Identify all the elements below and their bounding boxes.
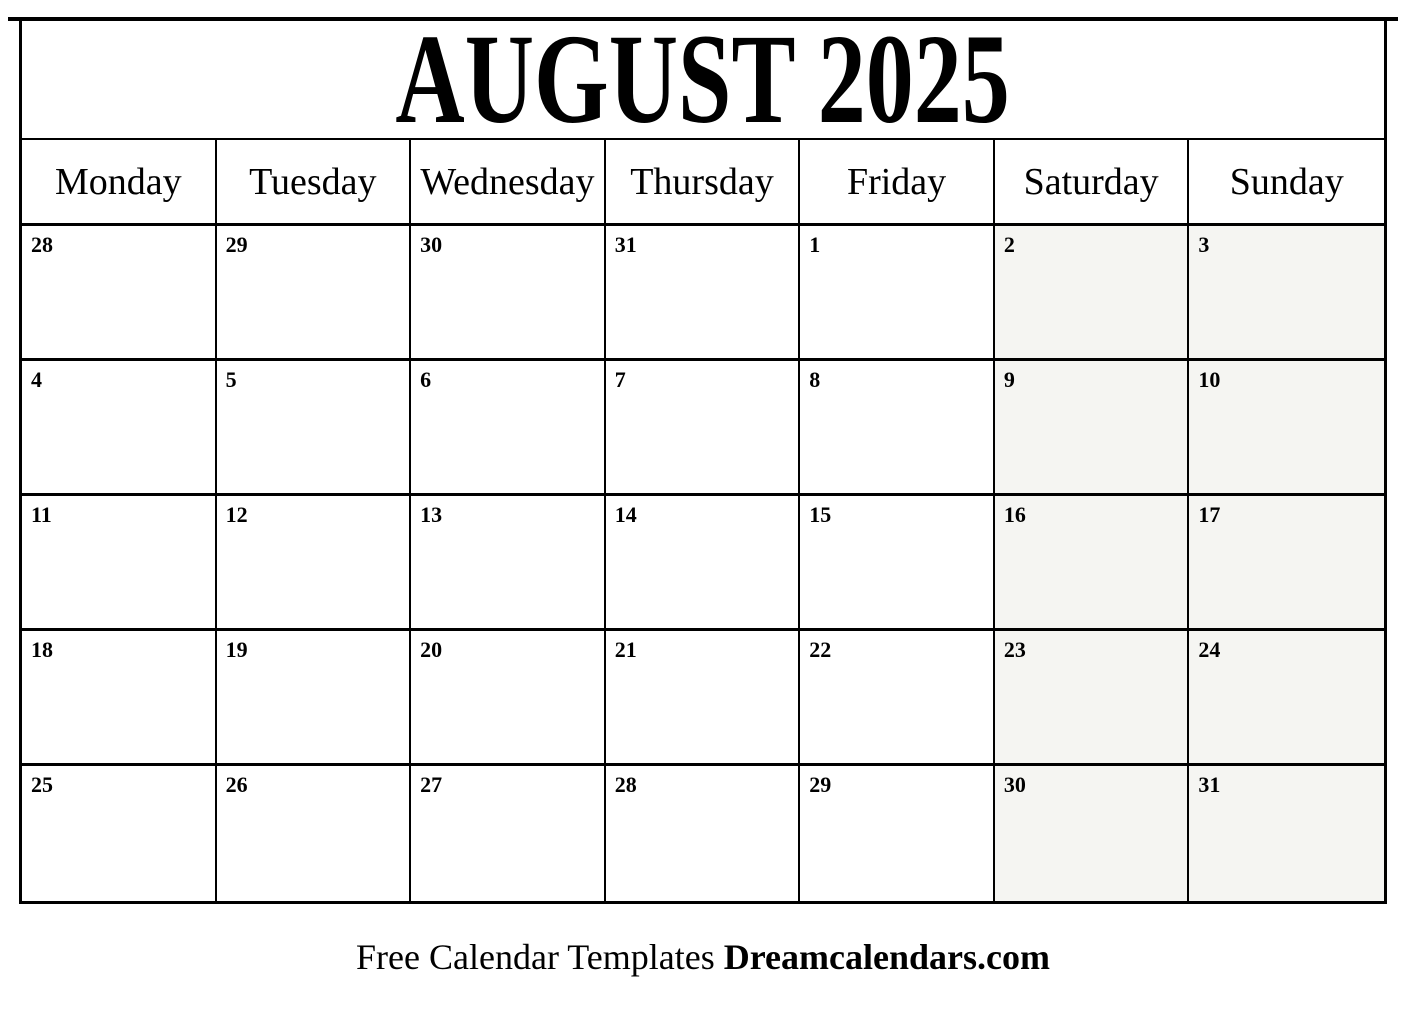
day-number: 24 bbox=[1198, 637, 1221, 662]
day-cell[interactable] bbox=[22, 631, 217, 763]
day-number: 18 bbox=[31, 637, 53, 662]
day-number: 2 bbox=[1003, 232, 1015, 257]
day-number: 25 bbox=[31, 772, 53, 797]
day-cell[interactable] bbox=[606, 226, 801, 358]
day-number: 14 bbox=[614, 502, 637, 527]
day-cell[interactable] bbox=[22, 766, 217, 901]
day-cell[interactable] bbox=[1189, 361, 1384, 493]
day-number: 28 bbox=[614, 772, 637, 797]
day-number: 16 bbox=[1003, 502, 1026, 527]
day-cell[interactable] bbox=[411, 766, 606, 901]
day-cell[interactable] bbox=[995, 226, 1190, 358]
weekday-header-saturday: Saturday bbox=[995, 140, 1190, 223]
day-cell[interactable] bbox=[1189, 766, 1384, 901]
day-number: 11 bbox=[31, 502, 52, 527]
day-number: 17 bbox=[1198, 502, 1221, 527]
day-number: 31 bbox=[1198, 772, 1221, 797]
day-cell[interactable] bbox=[22, 226, 217, 358]
day-number: 10 bbox=[1198, 367, 1221, 392]
week-row bbox=[22, 226, 1384, 361]
day-cell[interactable] bbox=[606, 496, 801, 628]
day-number: 23 bbox=[1003, 637, 1026, 662]
day-cell[interactable] bbox=[1189, 226, 1384, 358]
day-number: 1 bbox=[809, 232, 821, 257]
day-number: 8 bbox=[809, 367, 821, 392]
footer-brand-link[interactable]: Dreamcalendars.com bbox=[723, 937, 1050, 977]
day-number: 19 bbox=[225, 637, 248, 662]
weekday-header-tuesday: Tuesday bbox=[217, 140, 412, 223]
day-cell[interactable] bbox=[217, 766, 412, 901]
day-cell[interactable] bbox=[606, 766, 801, 901]
day-cell[interactable] bbox=[411, 361, 606, 493]
day-number: 29 bbox=[225, 232, 248, 257]
day-number: 30 bbox=[1003, 772, 1026, 797]
weekday-header-friday: Friday bbox=[800, 140, 995, 223]
day-number: 20 bbox=[420, 637, 443, 662]
day-number: 6 bbox=[420, 367, 432, 392]
day-cell[interactable] bbox=[995, 631, 1190, 763]
weekday-header-thursday: Thursday bbox=[606, 140, 801, 223]
day-number: 15 bbox=[809, 502, 832, 527]
weekday-header-row bbox=[22, 140, 1384, 226]
day-cell[interactable] bbox=[217, 361, 412, 493]
day-number: 12 bbox=[225, 502, 248, 527]
day-cell[interactable] bbox=[217, 631, 412, 763]
weekday-header-wednesday: Wednesday bbox=[411, 140, 606, 223]
day-number: 5 bbox=[225, 367, 237, 392]
day-cell[interactable] bbox=[800, 631, 995, 763]
weekday-header-monday: Monday bbox=[22, 140, 217, 223]
day-number: 13 bbox=[420, 502, 443, 527]
day-cell[interactable] bbox=[995, 766, 1190, 901]
day-number: 30 bbox=[420, 232, 443, 257]
day-number: 26 bbox=[225, 772, 248, 797]
day-number: 7 bbox=[614, 367, 626, 392]
day-cell[interactable] bbox=[217, 496, 412, 628]
calendar-grid bbox=[22, 226, 1384, 901]
day-cell[interactable] bbox=[995, 361, 1190, 493]
month-year-title: AUGUST 2025 bbox=[395, 21, 1011, 140]
day-cell[interactable] bbox=[800, 226, 995, 358]
week-row bbox=[22, 361, 1384, 496]
day-cell[interactable] bbox=[800, 496, 995, 628]
day-cell[interactable] bbox=[22, 361, 217, 493]
day-cell[interactable] bbox=[22, 496, 217, 628]
day-number: 3 bbox=[1198, 232, 1210, 257]
day-cell[interactable] bbox=[411, 631, 606, 763]
day-number: 29 bbox=[809, 772, 832, 797]
week-row bbox=[22, 766, 1384, 901]
day-number: 21 bbox=[614, 637, 637, 662]
day-number: 9 bbox=[1003, 367, 1015, 392]
day-cell[interactable] bbox=[800, 766, 995, 901]
week-row bbox=[22, 496, 1384, 631]
day-cell[interactable] bbox=[606, 361, 801, 493]
day-cell[interactable] bbox=[606, 631, 801, 763]
day-cell[interactable] bbox=[800, 361, 995, 493]
day-cell[interactable] bbox=[995, 496, 1190, 628]
day-number: 31 bbox=[614, 232, 637, 257]
day-cell[interactable] bbox=[411, 226, 606, 358]
day-number: 27 bbox=[420, 772, 443, 797]
calendar-table bbox=[19, 17, 1387, 904]
weekday-header-sunday: Sunday bbox=[1229, 160, 1344, 203]
day-number: 22 bbox=[809, 637, 832, 662]
day-number: 28 bbox=[31, 232, 53, 257]
day-number: 4 bbox=[31, 367, 42, 392]
calendar-title bbox=[22, 21, 1384, 140]
footer bbox=[0, 936, 1406, 978]
day-cell[interactable] bbox=[217, 226, 412, 358]
footer-text: Free Calendar Templates bbox=[356, 937, 715, 977]
week-row bbox=[22, 631, 1384, 766]
day-cell[interactable] bbox=[411, 496, 606, 628]
day-cell[interactable] bbox=[1189, 496, 1384, 628]
day-cell[interactable] bbox=[1189, 631, 1384, 763]
